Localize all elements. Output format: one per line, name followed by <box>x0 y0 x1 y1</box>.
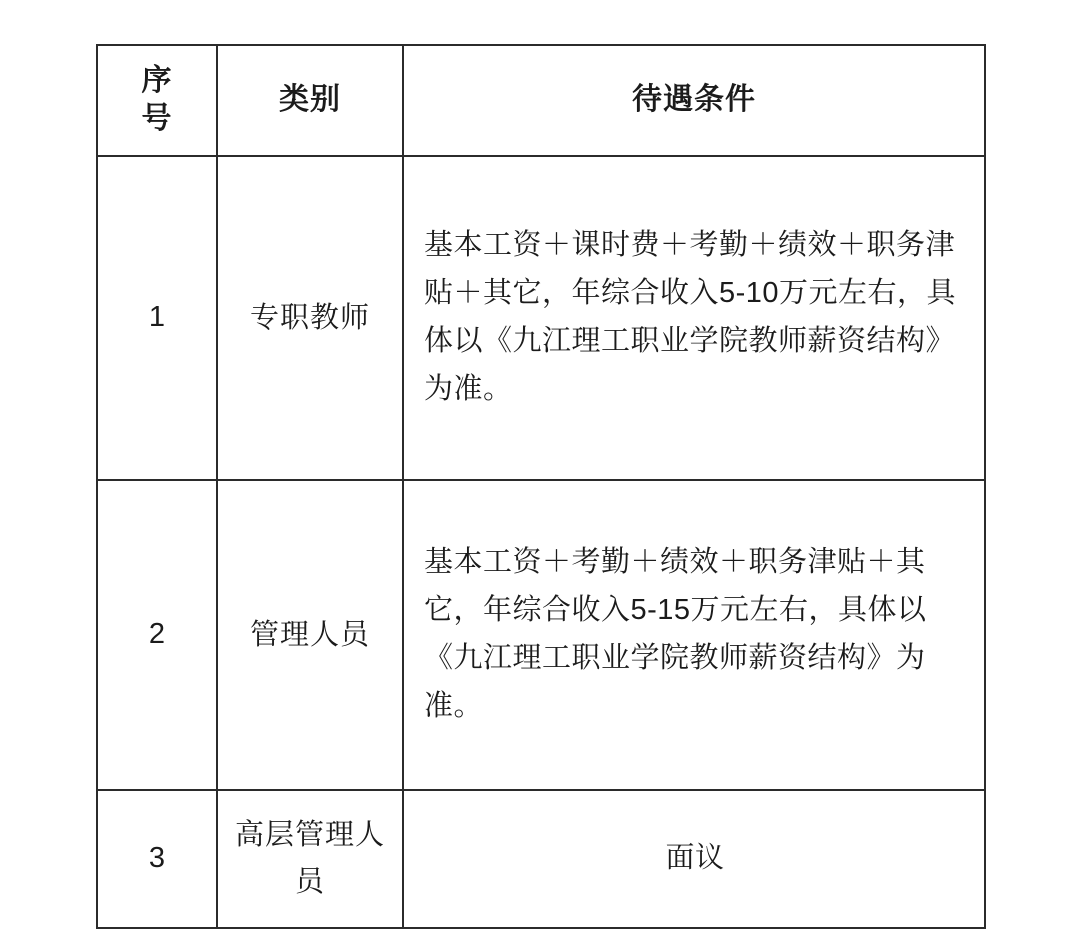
cell-no: 1 <box>97 156 217 480</box>
cell-no: 2 <box>97 480 217 790</box>
cell-terms: 基本工资＋考勤＋绩效＋职务津贴＋其它，年综合收入5-15万元左右，具体以《九江理工职业学院教师薪资结构》为准。 <box>403 480 985 790</box>
cell-terms: 基本工资＋课时费＋考勤＋绩效＋职务津贴＋其它，年综合收入5-10万元左右，具体以《九江理工职业学院教师薪资结构》为准。 <box>403 156 985 480</box>
table-body <box>97 156 985 928</box>
table-row <box>97 790 985 928</box>
column-header-no <box>97 45 217 156</box>
column-header-terms: 待遇条件 <box>403 45 985 156</box>
cell-category: 专职教师 <box>217 156 403 480</box>
cell-category: 高层管理人员 <box>217 790 403 928</box>
table-header <box>97 45 985 156</box>
cell-no: 3 <box>97 790 217 928</box>
column-header-no-line2: 号 <box>141 102 173 136</box>
cell-terms: 面议 <box>403 790 985 928</box>
benefits-table-container <box>96 44 984 929</box>
table-header-row <box>97 45 985 156</box>
column-header-category: 类别 <box>217 45 403 156</box>
table-row <box>97 480 985 790</box>
column-header-no-line1: 序 <box>141 64 173 97</box>
table-row <box>97 156 985 480</box>
benefits-table <box>96 44 986 929</box>
cell-category: 管理人员 <box>217 480 403 790</box>
